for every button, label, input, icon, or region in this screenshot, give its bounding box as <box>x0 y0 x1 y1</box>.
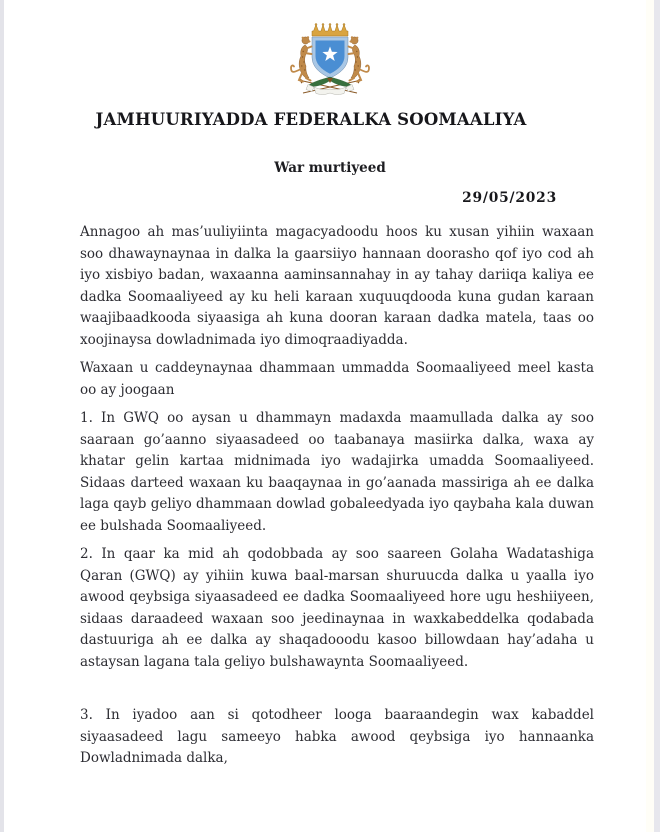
somalia-coat-of-arms-icon <box>282 23 378 99</box>
photo-edge-tint <box>646 0 654 832</box>
document-date: 29/05/2023 <box>462 190 557 206</box>
palm-leaves-icon <box>307 77 353 87</box>
paragraph-item-1: 1. In GWQ oo aysan u dhammayn madaxda maamullada dalka ay soo saaraan go’aanno siyaasadeed oo taabanaya masiirka dalka, waxa ay khatar gelin kartaa midnimada iyo wadajirka umadda Soomaaliyeed. Sidaas darteed waxaan ku baaqaynaa in go’aanada massiriga ah ee dalka laga qayb geliyo dhammaan dowlad gobaleedyada iyo qaybaha kala duwan ee bulshada Soomaaliyeed. <box>80 410 594 534</box>
page-title: JAMHUURIYADDA FEDERALKA SOOMAALIYA <box>95 110 527 129</box>
crown-icon <box>312 24 348 37</box>
paragraph-item-2: 2. In qaar ka mid ah qodobbada ay soo saareen Golaha Wadatashiga Qaran (GWQ) ay yihiin kuwa baal-marsan shuruucda dalka u yaalla iyo awood qeybsiga siyaasadeed ee dadka Soomaaliyeed hore ugu heshiiyeen, sidaas daraadeed waxaan soo jeedinaynaa in waxkabeddelka qodabada dastuuriga ah ee dalka ay shaqadooodu kasoo billowdaan hay’adaha u astaysan lagana tala geliyo bulshawaynta Soomaaliyeed. <box>80 546 594 670</box>
paragraph-intro: Annagoo ah mas’uuliyiinta magacyadoodu hoos ku xusan yihiin waxaan soo dhawaynaynaa in dalka la gaarsiiyo hannaan doorasho qof iyo cod ah iyo xisbiyo badan, waxaanna aaminsannahay in ay tahay dariiqa kaliya ee dadka Soomaaliyeed ay ku heli karaan xuquuqdooda kuna gudan karaan waajibaadkooda siyaasiga ah kuna dooran karaan dadka matela, taas oo xoojinaysa dowladnimada iyo dimoqraadiyadda. <box>80 224 594 348</box>
document-subtitle: War murtiyeed <box>274 160 386 176</box>
paragraph-address: Waxaan u caddeynaynaa dhammaan ummadda Soomaaliyeed meel kasta oo ay joogaan <box>80 360 594 398</box>
document-body <box>80 222 594 777</box>
leopard-right-icon <box>349 36 370 81</box>
photo-right-edge <box>654 0 660 832</box>
paragraph-item-3: 3. In iyadoo aan si qotodheer looga baaraandegin wax kabaddel siyaasadeed lagu sameeyo habka awood qeybsiga iyo hannaanka Dowladnimada dalka, <box>80 707 594 766</box>
leopard-left-icon <box>291 36 312 81</box>
